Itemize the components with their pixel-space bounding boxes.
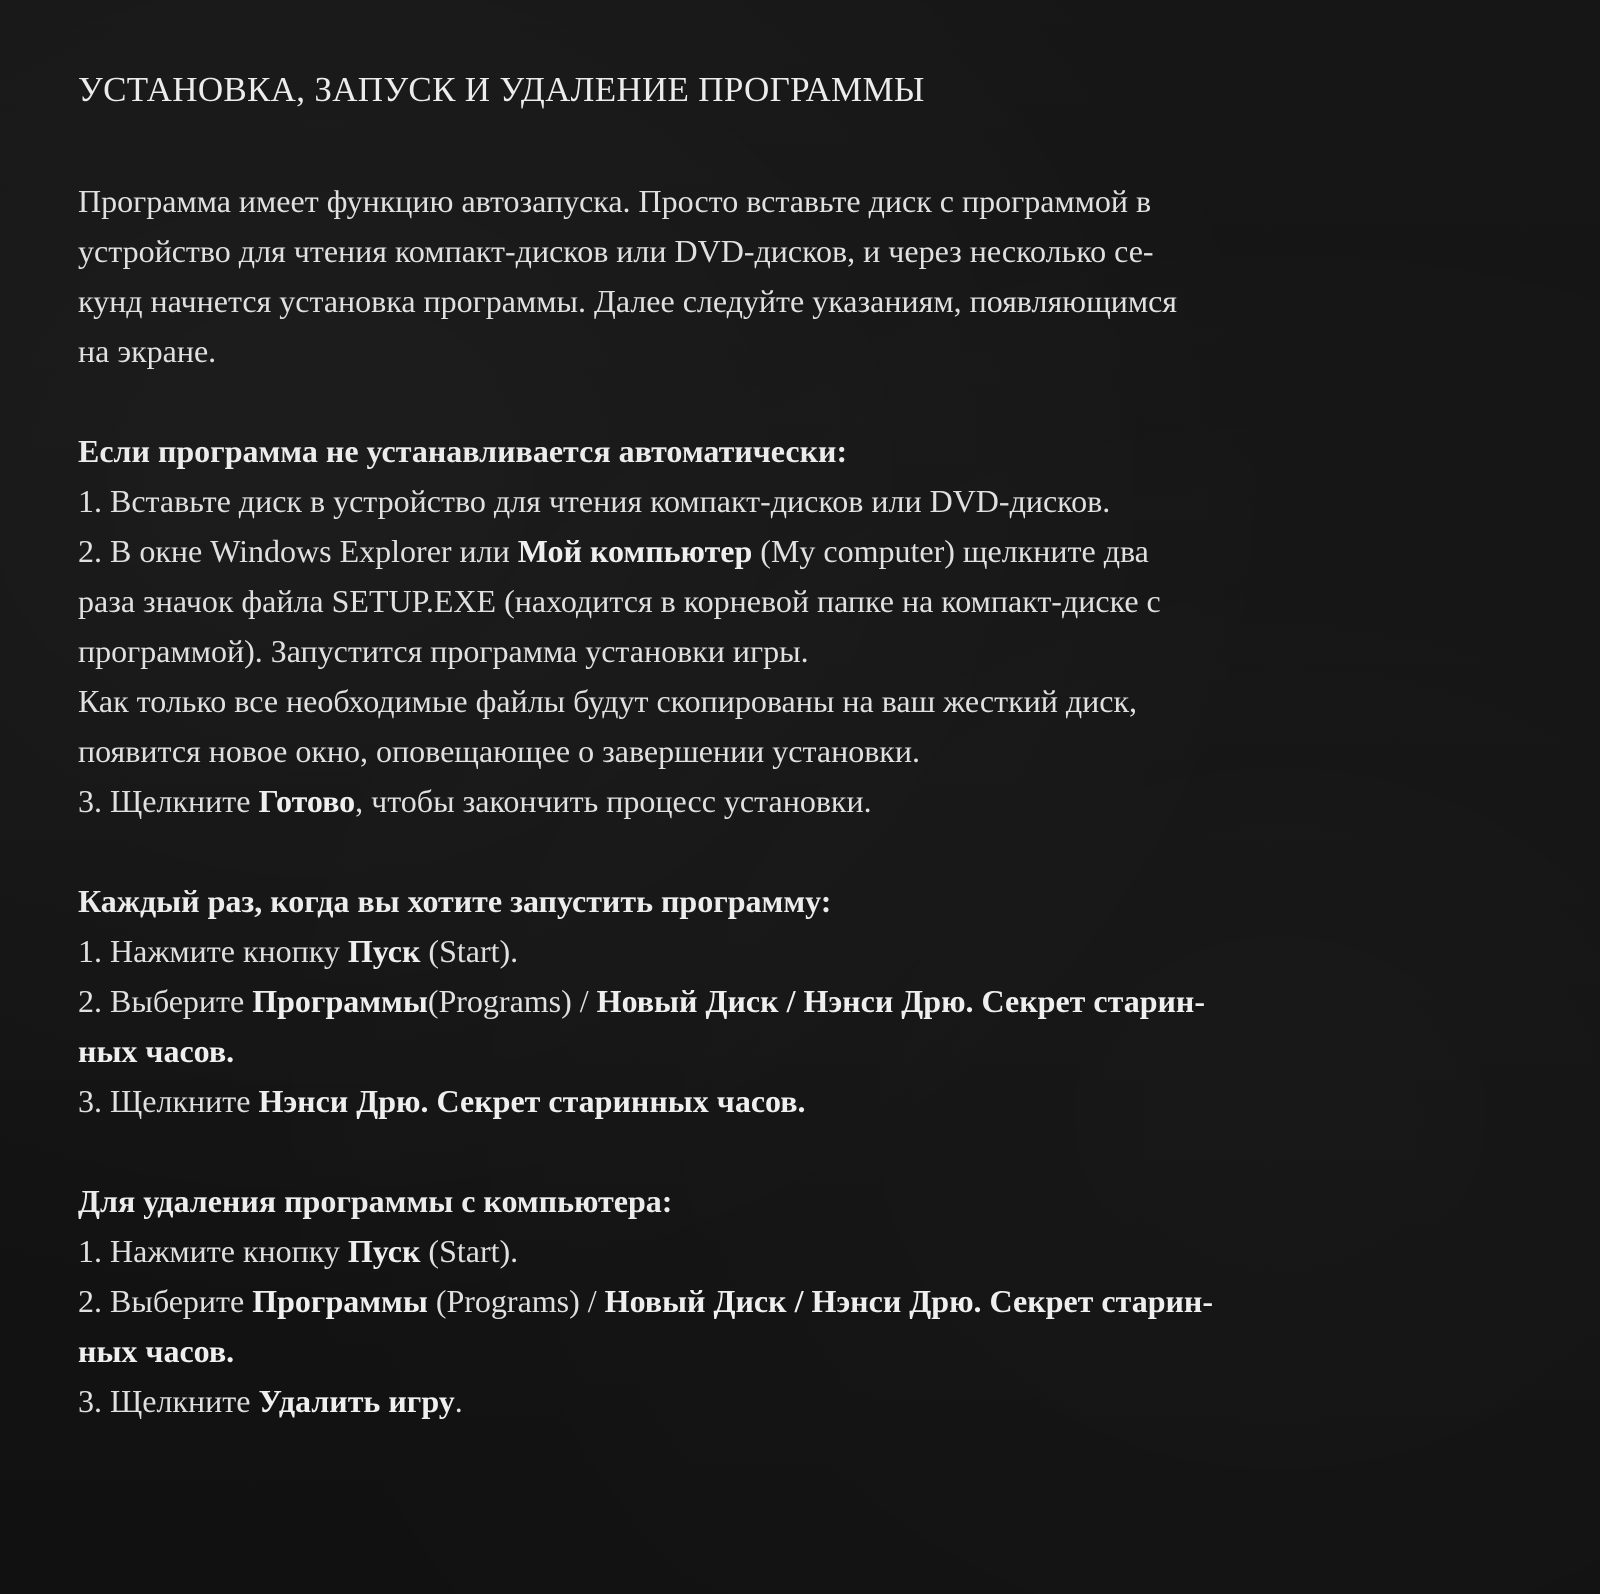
page-title: УСТАНОВКА, ЗАПУСК И УДАЛЕНИЕ ПРОГРАММЫ [78, 70, 925, 109]
step-1 [78, 1226, 1548, 1276]
text-line: Программа имеет функцию автозапуска. Просто вставьте диск с программой в [78, 183, 1152, 219]
text-line [78, 1026, 1548, 1076]
text-run: . [454, 1383, 463, 1419]
text-run: (Programs) / [427, 983, 597, 1019]
step-2 [78, 976, 1548, 1026]
bold-term: Готово [258, 783, 356, 819]
text-line: на экране. [78, 333, 217, 369]
section-heading: Каждый раз, когда вы хотите запустить программу: [78, 883, 832, 919]
document-page [78, 62, 1548, 1426]
bold-term: ных часов. [78, 1033, 235, 1069]
text-line: появится новое окно, оповещающее о завершении установки. [78, 733, 920, 769]
bold-term: Программы [252, 1283, 428, 1319]
text-run: 3. Щелкните [78, 783, 259, 819]
text-line [78, 1326, 1548, 1376]
bold-term: Нэнси Дрю. Секрет старинных часов. [258, 1083, 806, 1119]
text-line: кунд начнется установка программы. Далее следуйте указаниям, появляющимся [78, 283, 1178, 319]
text-run: , чтобы закончить процесс установки. [355, 783, 872, 819]
text-line: программой). Запустится программа установки игры. [78, 633, 809, 669]
text-run: 1. Нажмите кнопку [78, 933, 348, 969]
text-run: (Programs) / [427, 1283, 605, 1319]
launch-section [78, 876, 1548, 1126]
intro-paragraph [78, 176, 1548, 376]
bold-term: Пуск [347, 933, 421, 969]
text-run: (Start). [420, 933, 519, 969]
text-run: 2. Выберите [78, 1283, 253, 1319]
bold-term: Новый Диск / Нэнси Дрю. Секрет старин- [604, 1283, 1214, 1319]
text-line: устройство для чтения компакт-дисков или DVD-дисков, и через несколько се- [78, 233, 1154, 269]
bold-term: ных часов. [78, 1333, 235, 1369]
text-line: Как только все необходимые файлы будут скопированы на ваш жесткий диск, [78, 683, 1138, 719]
section-heading: Для удаления программы с компьютера: [78, 1183, 673, 1219]
bold-term: Пуск [347, 1233, 421, 1269]
manual-install-section [78, 426, 1548, 826]
text-run: 2. В окне Windows Explorer или [78, 533, 518, 569]
step-3 [78, 776, 1548, 826]
step-2 [78, 526, 1548, 576]
step-1: 1. Вставьте диск в устройство для чтения компакт-дисков или DVD-дисков. [78, 483, 1111, 519]
section-heading: Если программа не устанавливается автоматически: [78, 433, 848, 469]
uninstall-section [78, 1176, 1548, 1426]
bold-term: Мой компьютер [517, 533, 753, 569]
text-run: 3. Щелкните [78, 1083, 259, 1119]
text-line: раза значок файла SETUP.EXE (находится в корневой папке на компакт-диске с [78, 583, 1161, 619]
step-3 [78, 1076, 1548, 1126]
bold-term: Удалить игру [258, 1383, 455, 1419]
text-run: 2. Выберите [78, 983, 253, 1019]
step-1 [78, 926, 1548, 976]
text-run: 3. Щелкните [78, 1383, 259, 1419]
bold-term: Программы [252, 983, 428, 1019]
text-run: 1. Нажмите кнопку [78, 1233, 348, 1269]
text-run: (My computer) щелкните два [752, 533, 1149, 569]
step-2 [78, 1276, 1548, 1326]
text-run: (Start). [420, 1233, 519, 1269]
bold-term: Новый Диск / Нэнси Дрю. Секрет старин- [596, 983, 1206, 1019]
step-3 [78, 1376, 1548, 1426]
